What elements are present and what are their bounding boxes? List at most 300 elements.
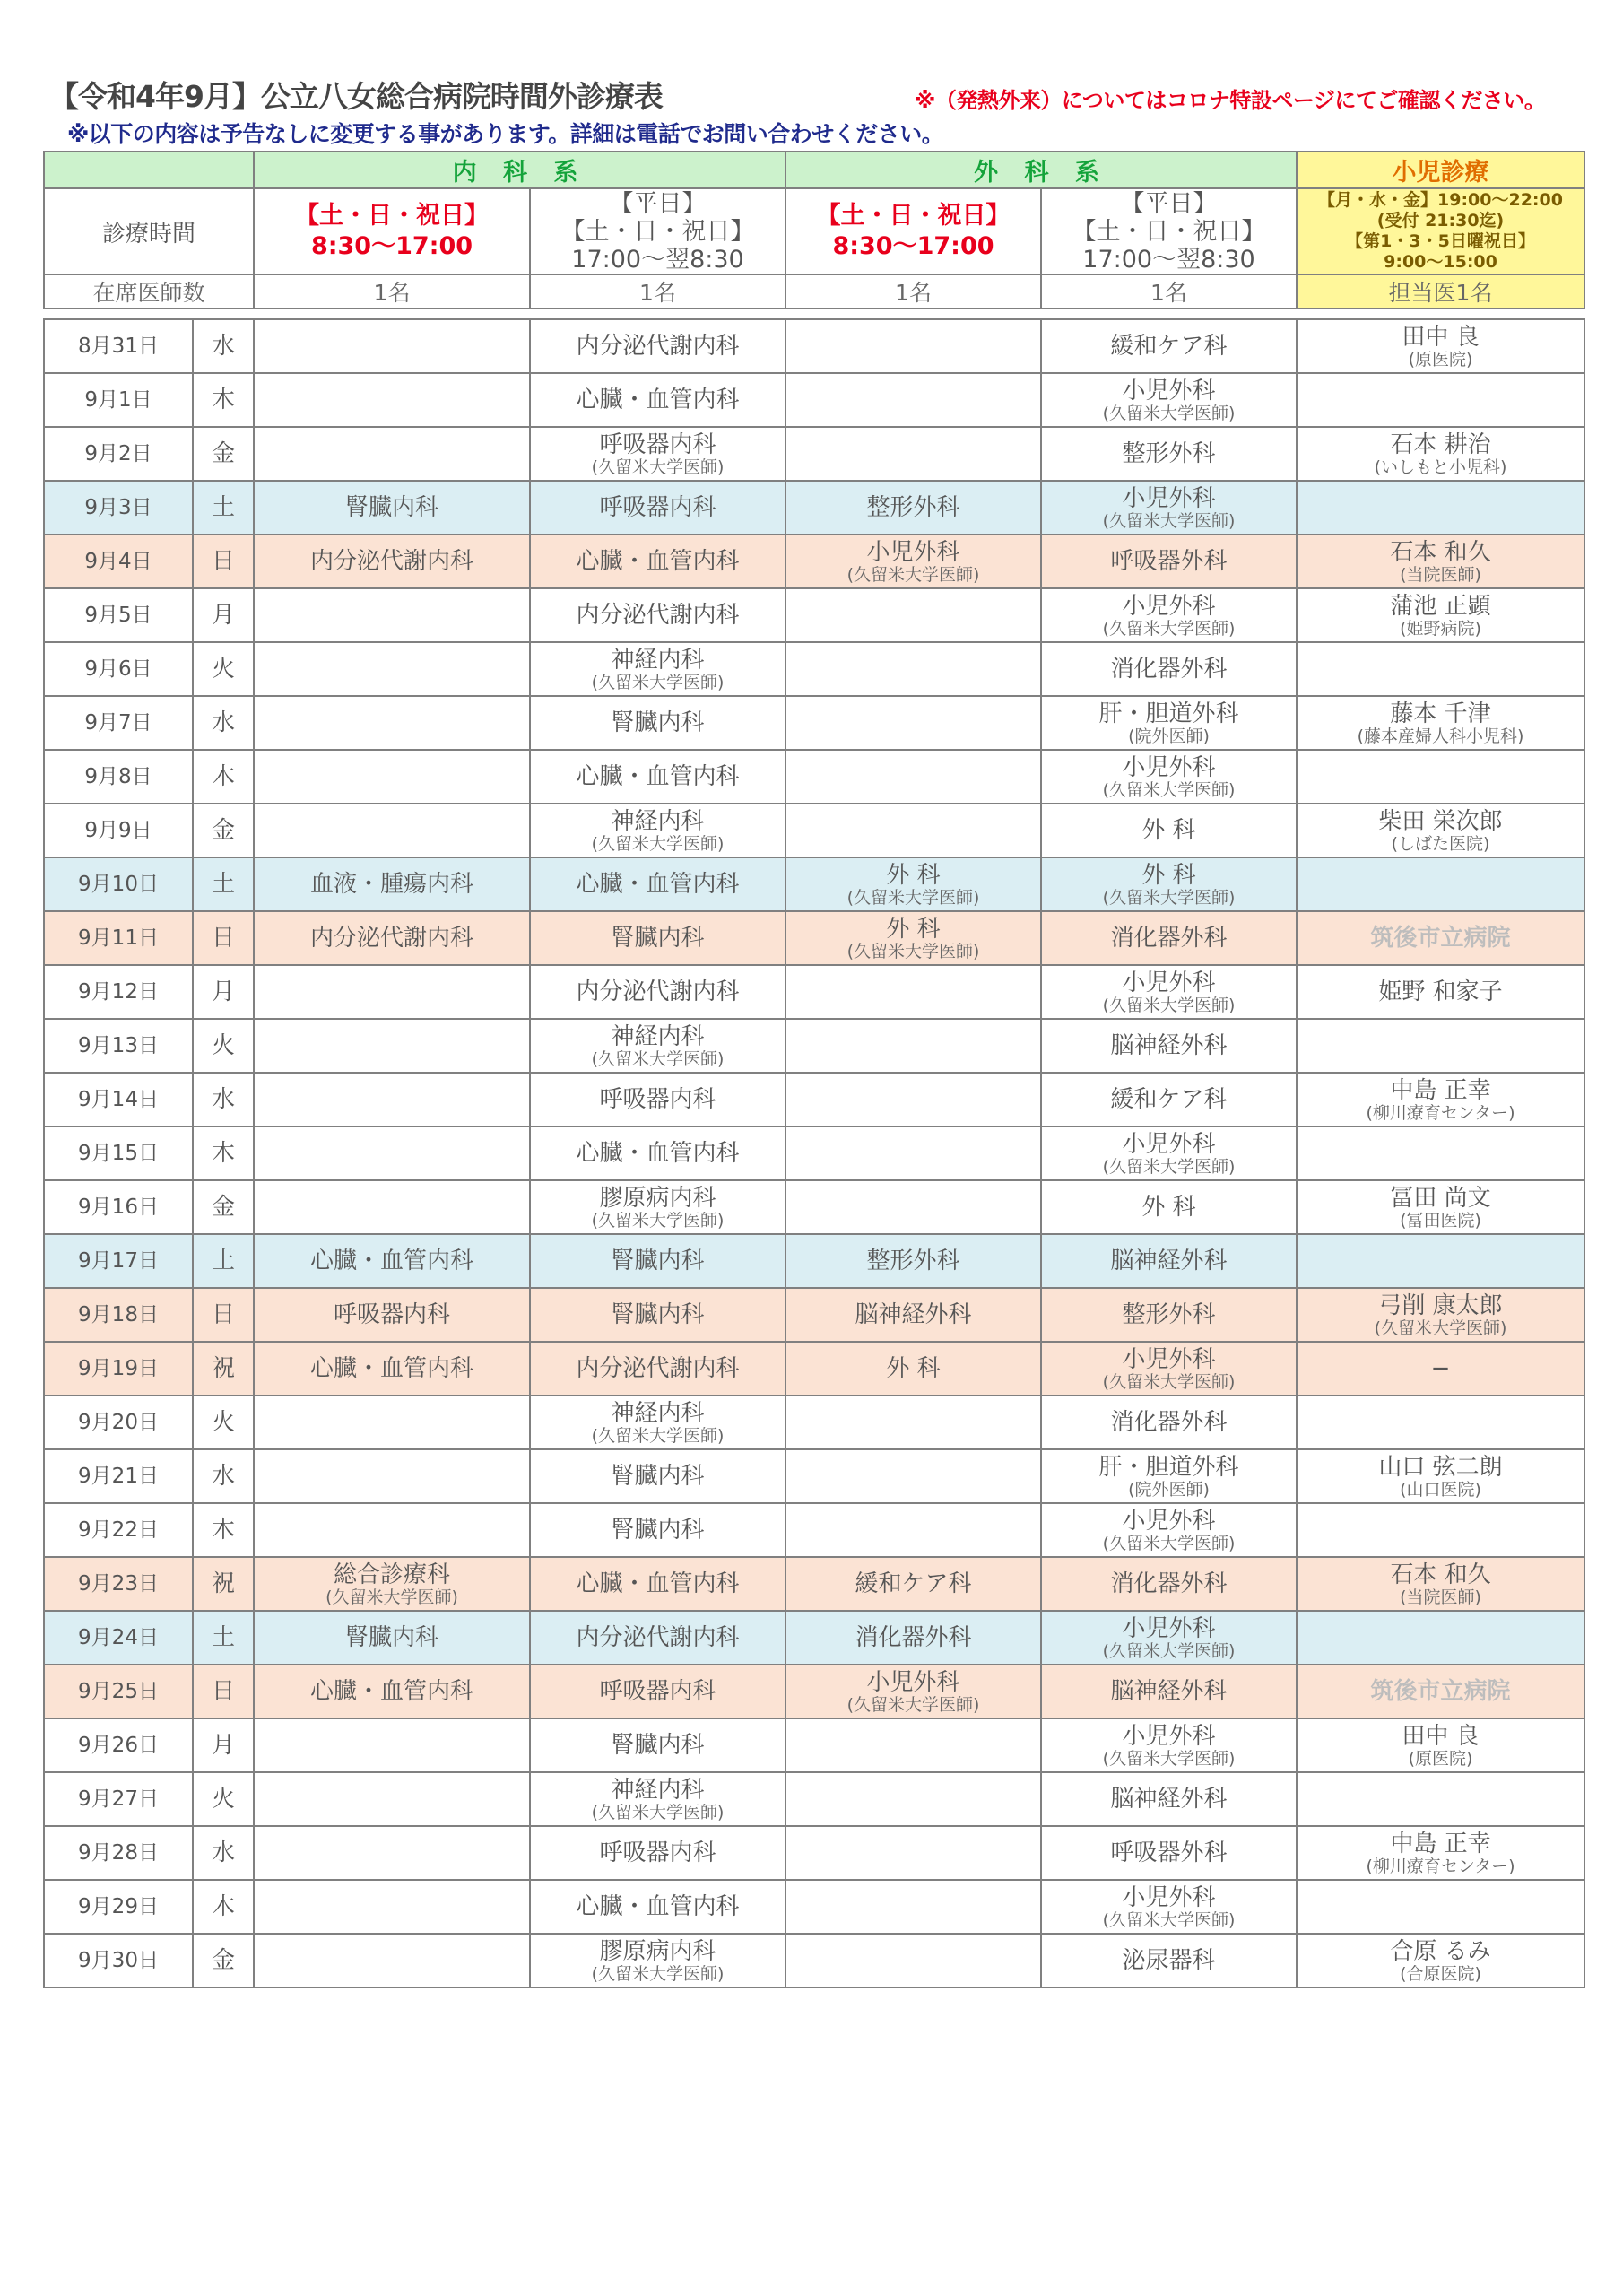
- surgical-night-dept-note: (久留米大学医師): [1102, 511, 1236, 531]
- group-surgical: 外 科 系: [785, 152, 1297, 188]
- surgical-night-dept-main: 小児外科: [1122, 1131, 1216, 1158]
- pediatric-doctor: [1297, 1557, 1584, 1611]
- pediatric-doctor-main: 姫野 和家子: [1378, 978, 1503, 1005]
- surgical-night-dept-main: 小児外科: [1122, 1615, 1216, 1642]
- pediatric-doctor: [1297, 1503, 1584, 1557]
- weekday-cell-main: 祝: [211, 1570, 235, 1597]
- weekday-cell-main: 祝: [211, 1355, 235, 1382]
- pediatric-doctor-note: (原医院): [1408, 1749, 1473, 1769]
- surgical-holiday-dept: [785, 1180, 1041, 1234]
- surgical-night-dept: [1041, 911, 1297, 965]
- surgical-night-dept-note: (久留米大学医師): [1102, 1910, 1236, 1930]
- internal-holiday-dept: [254, 696, 530, 750]
- surgical-holiday-dept-main: 外 科: [886, 916, 941, 943]
- schedule-row: [44, 1557, 1584, 1611]
- pediatric-doctor: [1297, 373, 1584, 427]
- surgical-holiday-dept: [785, 1126, 1041, 1180]
- surgical-night-dept-note: (久留米大学医師): [1102, 996, 1236, 1015]
- pediatric-doctor: [1297, 588, 1584, 642]
- surgical-holiday-dept: [785, 804, 1041, 857]
- fever-clinic-notice: ※（発熱外来）についてはコロナ特設ページにてご確認ください。: [915, 88, 1546, 113]
- internal-night-dept: [530, 481, 785, 535]
- internal-night-dept: [530, 1718, 785, 1772]
- internal-night-dept-main: 内分泌代謝内科: [576, 1355, 740, 1382]
- surgical-night-dept-note: (久留米大学医師): [1102, 1372, 1236, 1392]
- internal-holiday-hours: 【土・日・祝日】 8:30〜17:00: [254, 188, 530, 274]
- schedule-row: [44, 965, 1584, 1019]
- date-cell: [44, 1288, 193, 1342]
- surgical-night-dept-note: (院外医師): [1128, 726, 1210, 746]
- date-cell-main: 9月8日: [84, 765, 152, 788]
- pediatric-doctor: [1297, 535, 1584, 588]
- date-cell-main: 9月22日: [78, 1518, 159, 1542]
- internal-holiday-dept: [254, 1234, 530, 1288]
- internal-holiday-dept-note: (久留米大学医師): [325, 1587, 458, 1607]
- surgical-holiday-dept-note: (久留米大学医師): [846, 1695, 980, 1715]
- date-cell: [44, 373, 193, 427]
- weekday-cell-main: 日: [211, 1678, 235, 1705]
- schedule-row: [44, 1180, 1584, 1234]
- schedule-row: [44, 1073, 1584, 1126]
- internal-holiday-dept: [254, 1772, 530, 1826]
- weekday-cell: [193, 857, 254, 911]
- hours-row: [44, 188, 1584, 274]
- internal-holiday-dept: [254, 535, 530, 588]
- pediatric-doctor: [1297, 911, 1584, 965]
- pediatric-doctor: [1297, 804, 1584, 857]
- internal-holiday-dept: [254, 642, 530, 696]
- surgical-night-dept: [1041, 535, 1297, 588]
- surgical-night-dept-note: (久留米大学医師): [1102, 780, 1236, 800]
- surgical-night-dept-main: 脳神経外科: [1110, 1032, 1228, 1059]
- date-cell-main: 9月12日: [78, 980, 159, 1004]
- surgical-night-dept: [1041, 1342, 1297, 1396]
- internal-holiday-dept: [254, 373, 530, 427]
- surgical-holiday-dept: [785, 535, 1041, 588]
- date-cell-main: 9月1日: [84, 388, 152, 412]
- weekday-cell: [193, 1396, 254, 1449]
- surgical-night-dept-main: 小児外科: [1122, 378, 1216, 404]
- pediatric-doctor: [1297, 857, 1584, 911]
- pediatric-doctor-main: 田中 良: [1402, 1723, 1480, 1750]
- weekday-cell-main: 土: [211, 494, 235, 521]
- weekday-cell-main: 土: [211, 871, 235, 898]
- surgical-night-dept: [1041, 1180, 1297, 1234]
- surgical-holiday-dept: [785, 1503, 1041, 1557]
- internal-holiday-dept-main: 内分泌代謝内科: [309, 548, 473, 575]
- date-cell: [44, 481, 193, 535]
- schedule-row: [44, 319, 1584, 373]
- surgical-holiday-dept-main: 緩和ケア科: [855, 1570, 972, 1597]
- weekday-cell: [193, 1234, 254, 1288]
- internal-night-dept-note: (久留米大学医師): [591, 673, 725, 692]
- doctor-count-label: 在席医師数: [44, 274, 254, 309]
- surgical-holiday-dept-main: 消化器外科: [855, 1624, 972, 1651]
- group-pediatric: 小児診療: [1297, 152, 1584, 188]
- internal-night-dept-note: (久留米大学医師): [591, 1426, 725, 1446]
- weekday-cell: [193, 911, 254, 965]
- pediatric-doctor-main: 藤本 千津: [1390, 700, 1491, 727]
- pediatric-doctor-note: (当院医師): [1400, 565, 1481, 585]
- date-cell-main: 9月19日: [78, 1357, 159, 1380]
- weekday-cell: [193, 696, 254, 750]
- internal-holiday-dept: [254, 319, 530, 373]
- internal-night-dept: [530, 588, 785, 642]
- surgical-night-dept: [1041, 1234, 1297, 1288]
- surgical-night-dept-main: 外 科: [1141, 817, 1196, 844]
- date-cell-main: 9月16日: [78, 1196, 159, 1219]
- weekday-cell: [193, 750, 254, 804]
- internal-night-dept: [530, 1396, 785, 1449]
- internal-holiday-dept-main: 内分泌代謝内科: [309, 925, 473, 952]
- date-cell: [44, 1234, 193, 1288]
- surgical-holiday-dept-main: 外 科: [886, 1355, 941, 1382]
- pediatric-doctor: [1297, 1772, 1584, 1826]
- date-cell-main: 9月7日: [84, 711, 152, 735]
- doctor-count-cell: 1名: [254, 274, 530, 309]
- surgical-night-dept: [1041, 1073, 1297, 1126]
- surgical-night-dept: [1041, 1288, 1297, 1342]
- pediatric-doctor: [1297, 750, 1584, 804]
- weekday-cell-main: 木: [211, 1893, 235, 1920]
- schedule-row: [44, 1396, 1584, 1449]
- surgical-holiday-dept-note: (久留米大学医師): [846, 565, 980, 585]
- pediatric-doctor: [1297, 1665, 1584, 1718]
- surgical-holiday-hours: 【土・日・祝日】 8:30〜17:00: [785, 188, 1041, 274]
- internal-holiday-dept: [254, 1073, 530, 1126]
- surgical-holiday-dept: [785, 1396, 1041, 1449]
- weekday-cell: [193, 1503, 254, 1557]
- pediatric-doctor-main: 筑後市立病院: [1370, 925, 1511, 952]
- schedule-row: [44, 696, 1584, 750]
- internal-night-dept: [530, 1234, 785, 1288]
- surgical-holiday-dept: [785, 1826, 1041, 1880]
- date-cell-main: 9月23日: [78, 1572, 159, 1596]
- weekday-cell: [193, 1126, 254, 1180]
- surgical-night-dept-main: 呼吸器外科: [1110, 1839, 1228, 1866]
- date-cell: [44, 1826, 193, 1880]
- pediatric-count-cell: 担当医1名: [1297, 274, 1584, 309]
- surgical-night-dept-note: (久留米大学医師): [1102, 888, 1236, 908]
- pediatric-doctor-main: 合原 るみ: [1390, 1938, 1491, 1965]
- schedule-row: [44, 642, 1584, 696]
- surgical-night-dept-main: 脳神経外科: [1110, 1786, 1228, 1813]
- pediatric-doctor-main: 石本 和久: [1390, 539, 1491, 566]
- internal-holiday-dept: [254, 1826, 530, 1880]
- internal-night-dept-main: 心臓・血管内科: [576, 763, 740, 790]
- date-cell-main: 9月15日: [78, 1142, 159, 1165]
- internal-night-dept: [530, 373, 785, 427]
- surgical-night-dept: [1041, 1934, 1297, 1987]
- internal-night-dept: [530, 1934, 785, 1987]
- surgical-holiday-dept: [785, 1934, 1041, 1987]
- internal-night-dept-main: 神経内科: [611, 808, 705, 835]
- date-cell: [44, 965, 193, 1019]
- weekday-cell-main: 火: [211, 1409, 235, 1436]
- internal-night-dept: [530, 965, 785, 1019]
- date-cell-main: 9月18日: [78, 1303, 159, 1326]
- internal-night-dept: [530, 1557, 785, 1611]
- weekday-cell-main: 木: [211, 387, 235, 413]
- schedule-row: [44, 1503, 1584, 1557]
- date-cell-main: 9月14日: [78, 1088, 159, 1111]
- surgical-holiday-dept: [785, 1073, 1041, 1126]
- pediatric-doctor: [1297, 1396, 1584, 1449]
- date-cell-main: 9月25日: [78, 1680, 159, 1703]
- internal-holiday-dept-main: 心臓・血管内科: [309, 1355, 473, 1382]
- internal-holiday-dept-main: 呼吸器内科: [333, 1301, 450, 1328]
- weekday-cell-main: 火: [211, 1032, 235, 1059]
- internal-night-dept: [530, 1019, 785, 1073]
- internal-holiday-dept: [254, 1449, 530, 1503]
- internal-night-dept: [530, 1503, 785, 1557]
- surgical-night-dept-main: 整形外科: [1122, 440, 1216, 467]
- schedule-row: [44, 1019, 1584, 1073]
- surgical-holiday-dept: [785, 857, 1041, 911]
- date-cell: [44, 1019, 193, 1073]
- surgical-night-dept-note: (久留米大学医師): [1102, 1534, 1236, 1553]
- weekday-cell: [193, 1288, 254, 1342]
- surgical-holiday-dept: [785, 427, 1041, 481]
- pediatric-doctor-main: 柴田 栄次郎: [1378, 808, 1503, 835]
- internal-night-dept-main: 神経内科: [611, 1777, 705, 1804]
- internal-holiday-dept: [254, 965, 530, 1019]
- pediatric-doctor: [1297, 1073, 1584, 1126]
- pediatric-doctor: [1297, 427, 1584, 481]
- surgical-night-dept-main: 泌尿器科: [1122, 1947, 1216, 1974]
- surgical-night-dept-main: 緩和ケア科: [1110, 333, 1228, 360]
- doctor-count-row: [44, 274, 1584, 309]
- pediatric-doctor: [1297, 642, 1584, 696]
- date-cell: [44, 1718, 193, 1772]
- date-cell: [44, 1611, 193, 1665]
- date-cell-main: 9月21日: [78, 1465, 159, 1488]
- pediatric-doctor-note: (藤本産婦人科小児科): [1357, 726, 1524, 746]
- internal-night-dept-main: 膠原病内科: [599, 1938, 716, 1965]
- internal-night-dept: [530, 427, 785, 481]
- weekday-cell: [193, 1073, 254, 1126]
- internal-holiday-dept-main: 心臓・血管内科: [309, 1678, 473, 1705]
- surgical-holiday-dept: [785, 1665, 1041, 1718]
- pediatric-doctor-note: (原医院): [1408, 350, 1473, 370]
- date-cell-main: 9月29日: [78, 1895, 159, 1918]
- date-cell: [44, 1503, 193, 1557]
- surgical-night-dept-main: 呼吸器外科: [1110, 548, 1228, 575]
- internal-holiday-dept: [254, 750, 530, 804]
- pediatric-doctor: [1297, 1180, 1584, 1234]
- surgical-night-dept-main: 小児外科: [1122, 1508, 1216, 1535]
- surgical-holiday-dept: [785, 642, 1041, 696]
- date-cell: [44, 804, 193, 857]
- surgical-holiday-dept: [785, 1718, 1041, 1772]
- surgical-night-dept: [1041, 427, 1297, 481]
- schedule-row: [44, 1665, 1584, 1718]
- internal-night-dept: [530, 1665, 785, 1718]
- surgical-holiday-dept: [785, 588, 1041, 642]
- date-cell-main: 9月9日: [84, 819, 152, 842]
- spacer-cell: [44, 309, 1584, 319]
- weekday-cell-main: 金: [211, 817, 235, 844]
- surgical-holiday-dept: [785, 1019, 1041, 1073]
- weekday-cell: [193, 588, 254, 642]
- internal-night-dept-main: 腎臓内科: [611, 1248, 705, 1274]
- weekday-cell-main: 日: [211, 925, 235, 952]
- internal-night-dept-main: 心臓・血管内科: [576, 387, 740, 413]
- internal-night-dept: [530, 1126, 785, 1180]
- weekday-cell: [193, 1180, 254, 1234]
- pediatric-doctor: [1297, 1826, 1584, 1880]
- schedule-table: [43, 151, 1585, 1988]
- surgical-night-dept-main: 小児外科: [1122, 1723, 1216, 1750]
- doctor-count-cell: 1名: [785, 274, 1041, 309]
- schedule-row: [44, 1772, 1584, 1826]
- weekday-cell: [193, 481, 254, 535]
- weekday-cell-main: 金: [211, 1947, 235, 1974]
- surgical-holiday-dept-note: (久留米大学医師): [846, 942, 980, 961]
- internal-night-dept-main: 心臓・血管内科: [576, 548, 740, 575]
- surgical-night-dept-note: (久留米大学医師): [1102, 1157, 1236, 1177]
- weekday-cell: [193, 965, 254, 1019]
- schedule-row: [44, 1288, 1584, 1342]
- date-cell-main: 9月4日: [84, 550, 152, 573]
- date-cell: [44, 535, 193, 588]
- pediatric-doctor-note: (冨田医院): [1400, 1211, 1481, 1231]
- date-cell-main: 9月24日: [78, 1626, 159, 1649]
- date-cell: [44, 857, 193, 911]
- internal-night-dept-main: 呼吸器内科: [599, 1678, 716, 1705]
- date-cell: [44, 1073, 193, 1126]
- surgical-night-dept: [1041, 1449, 1297, 1503]
- pediatric-doctor: [1297, 1449, 1584, 1503]
- internal-holiday-dept: [254, 911, 530, 965]
- internal-holiday-dept: [254, 1718, 530, 1772]
- surgical-holiday-dept-main: 外 科: [886, 862, 941, 889]
- pediatric-doctor: [1297, 1126, 1584, 1180]
- surgical-night-dept: [1041, 965, 1297, 1019]
- internal-night-dept-main: 神経内科: [611, 1400, 705, 1427]
- surgical-holiday-dept: [785, 1342, 1041, 1396]
- doctor-count-cell: 1名: [1041, 274, 1297, 309]
- pediatric-doctor-main: 弓削 康太郎: [1378, 1292, 1503, 1319]
- weekday-cell: [193, 427, 254, 481]
- pediatric-doctor: [1297, 319, 1584, 373]
- internal-holiday-dept: [254, 857, 530, 911]
- pediatric-doctor-note: (姫野病院): [1400, 619, 1481, 639]
- internal-night-dept-note: (久留米大学医師): [591, 1049, 725, 1069]
- change-notice: ※以下の内容は予告なしに変更する事があります。詳細は電話でお問い合わせください。: [67, 121, 944, 147]
- date-cell-main: 9月3日: [84, 496, 152, 519]
- weekday-cell-main: 月: [211, 978, 235, 1005]
- pediatric-doctor: [1297, 1019, 1584, 1073]
- pediatric-doctor-main: 田中 良: [1402, 324, 1480, 351]
- internal-holiday-dept: [254, 1342, 530, 1396]
- weekday-cell-main: 水: [211, 333, 235, 360]
- date-cell-main: 8月31日: [78, 335, 159, 358]
- surgical-holiday-dept: [785, 750, 1041, 804]
- internal-holiday-dept-main: 総合診療科: [333, 1561, 450, 1588]
- internal-night-dept-main: 内分泌代謝内科: [576, 333, 740, 360]
- surgical-holiday-dept-main: 小児外科: [866, 1669, 960, 1696]
- internal-night-dept-main: 腎臓内科: [611, 925, 705, 952]
- weekday-cell: [193, 373, 254, 427]
- internal-holiday-dept: [254, 588, 530, 642]
- internal-holiday-dept: [254, 1934, 530, 1987]
- surgical-night-dept: [1041, 319, 1297, 373]
- group-internal: 内 科 系: [254, 152, 785, 188]
- schedule-row: [44, 1342, 1584, 1396]
- internal-holiday-dept: [254, 1396, 530, 1449]
- surgical-night-dept-main: 消化器外科: [1110, 1570, 1228, 1597]
- internal-night-dept-main: 腎臓内科: [611, 1301, 705, 1328]
- date-cell: [44, 1126, 193, 1180]
- date-cell: [44, 1934, 193, 1987]
- hours-label: 診療時間: [44, 188, 254, 274]
- surgical-holiday-dept-main: 整形外科: [866, 1248, 960, 1274]
- internal-night-dept: [530, 642, 785, 696]
- date-cell: [44, 1557, 193, 1611]
- pediatric-doctor-note: (久留米大学医師): [1374, 1318, 1507, 1338]
- internal-night-dept-main: 心臓・血管内科: [576, 1140, 740, 1167]
- schedule-row: [44, 804, 1584, 857]
- surgical-night-dept: [1041, 1503, 1297, 1557]
- surgical-night-dept-main: 外 科: [1141, 862, 1196, 889]
- surgical-night-dept: [1041, 642, 1297, 696]
- internal-night-dept: [530, 1073, 785, 1126]
- internal-night-dept-note: (久留米大学医師): [591, 457, 725, 477]
- internal-night-dept-main: 腎臓内科: [611, 709, 705, 736]
- internal-night-dept: [530, 750, 785, 804]
- internal-night-dept: [530, 319, 785, 373]
- weekday-cell: [193, 1772, 254, 1826]
- surgical-night-dept: [1041, 1126, 1297, 1180]
- date-cell: [44, 642, 193, 696]
- internal-night-dept: [530, 1180, 785, 1234]
- schedule-row: [44, 857, 1584, 911]
- internal-holiday-dept-main: 血液・腫瘍内科: [309, 871, 473, 898]
- doctor-count-cell: 1名: [530, 274, 785, 309]
- date-cell-main: 9月17日: [78, 1249, 159, 1273]
- pediatric-doctor-note: (合原医院): [1400, 1964, 1481, 1984]
- surgical-night-dept: [1041, 1665, 1297, 1718]
- surgical-holiday-dept: [785, 696, 1041, 750]
- internal-holiday-dept: [254, 1611, 530, 1665]
- group-header-row: [44, 152, 1584, 188]
- surgical-night-dept-main: 脳神経外科: [1110, 1248, 1228, 1274]
- weekday-cell-main: 木: [211, 763, 235, 790]
- date-cell-main: 9月20日: [78, 1411, 159, 1434]
- weekday-cell: [193, 535, 254, 588]
- surgical-holiday-dept: [785, 373, 1041, 427]
- internal-holiday-dept: [254, 1288, 530, 1342]
- internal-night-dept: [530, 1880, 785, 1934]
- surgical-holiday-dept: [785, 1611, 1041, 1665]
- internal-night-dept-main: 心臓・血管内科: [576, 1893, 740, 1920]
- surgical-night-dept-main: 小児外科: [1122, 485, 1216, 512]
- weekday-cell: [193, 1826, 254, 1880]
- internal-holiday-dept-main: 腎臓内科: [344, 494, 438, 521]
- surgical-holiday-dept: [785, 1449, 1041, 1503]
- surgical-night-dept-note: (久留米大学医師): [1102, 1641, 1236, 1661]
- weekday-cell: [193, 319, 254, 373]
- schedule-row: [44, 1611, 1584, 1665]
- surgical-night-dept-main: 脳神経外科: [1110, 1678, 1228, 1705]
- date-cell: [44, 1180, 193, 1234]
- surgical-night-dept-note: (久留米大学医師): [1102, 619, 1236, 639]
- weekday-cell-main: 金: [211, 440, 235, 467]
- pediatric-doctor: [1297, 1611, 1584, 1665]
- date-cell: [44, 1342, 193, 1396]
- surgical-night-dept-main: 小児外科: [1122, 970, 1216, 996]
